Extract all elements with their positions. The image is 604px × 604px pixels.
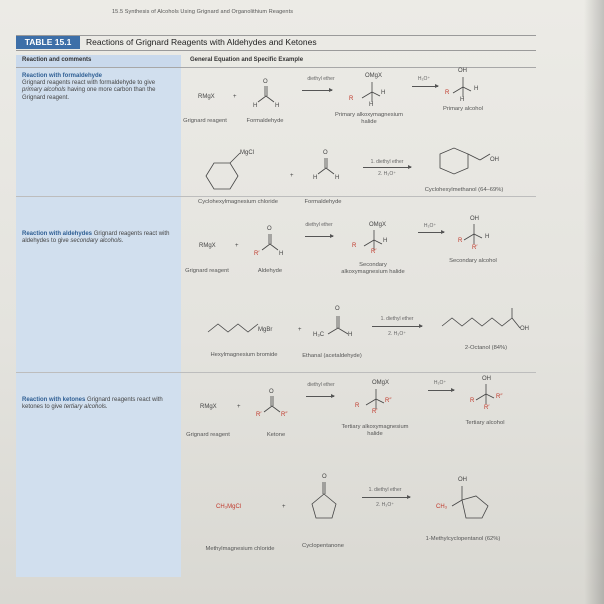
carbonyl-label: Ketone [266,432,286,438]
condition-acid: H₃O⁺ [433,380,447,386]
hydrogen-atom: H [313,175,318,181]
oh-label: OH [458,477,467,483]
oh-label: OH [458,68,467,74]
reagent-name-label: Cyclohexylmagnesium chloride [198,199,278,205]
oh-label: OH [482,376,491,382]
table-title: Reactions of Grignard Reagents with Aldehydes and Ketones [86,37,317,47]
oh-label: OH [520,326,529,332]
reagent-name-label: Hexylmagnesium bromide [210,352,278,358]
hydrogen-atom: H [348,332,353,338]
plus-sign: + [233,94,237,100]
omgx-label: OMgX [365,73,383,79]
hydrogen-atom: H [275,103,280,109]
hydrogen-atom: H [279,251,284,257]
oxygen-atom: O [263,79,268,85]
product-label: Primary alcohol [443,106,483,112]
r-group: R [355,403,360,409]
condition-diethyl-ether: diethyl ether [307,76,335,82]
carbonyl-name-label: Cyclopentanone [302,543,344,549]
r-prime-group: R′ [472,245,478,251]
hydrogen-atom: H [460,97,465,103]
r-prime-group: R′ [256,412,262,418]
2-octanol-structure [440,306,530,336]
intermediate-label: Tertiary alkoxymagnesium halide [341,424,409,437]
ethanal-structure [318,314,358,344]
row-heading: Reaction with formaldehyde [22,73,103,79]
row-divider [16,372,536,373]
product-name-label: Cyclohexylmethanol (64–69%) [424,187,504,193]
carbonyl-name-label: Ethanal (acetaldehyde) [302,353,362,359]
row-divider [16,196,536,197]
row-comment-ketones: Reaction with ketones Grignard reagents react with ketones to give tertiary alcohols. [22,397,163,411]
omgx-label: OMgX [372,380,390,386]
r-group: R [470,398,475,404]
comments-column-shading [16,67,181,577]
column-header-equations: General Equation and Specific Example [190,57,304,63]
condition-step-2: 2. H₃O⁺ [376,502,394,508]
cyclohexyl-ring-structure [204,160,244,196]
condition-acid: H₃O⁺ [423,223,437,229]
grignard-reagent-formula: RMgX [198,94,215,100]
cyclohexylmethanol-structure [432,148,502,184]
reaction-arrow [305,236,333,237]
plus-sign: + [290,173,294,179]
carbonyl-name-label: Formaldehyde [304,199,342,205]
reaction-arrow [428,390,454,391]
oxygen-atom: O [269,389,274,395]
primary-alcohol-structure [445,75,485,105]
reaction-arrow [362,497,410,498]
mgcl-label: MgCl [240,150,255,156]
condition-acid: H₃O⁺ [417,76,431,82]
reagent-name-label: Methylmagnesium chloride [205,546,275,552]
condition-step-2: 2. H₃O⁺ [378,171,396,177]
row-heading: Reaction with ketones [22,397,86,403]
grignard-reagent-label: Grignard reagent [186,432,230,438]
row-comment-formaldehyde: Reaction with formaldehyde Grignard reagents react with formaldehyde to give primary alcohols having one more carbon than the Grignard reagent. [22,73,172,102]
hydrogen-atom: H [369,102,374,108]
plus-sign: + [235,243,239,249]
plus-sign: + [298,327,302,333]
reaction-arrow [418,232,444,233]
omgx-label: OMgX [369,222,387,228]
reaction-arrow [306,396,334,397]
reaction-arrow [363,167,411,168]
r-prime-group: R′ [254,251,260,257]
hydrogen-atom: H [383,238,388,244]
grignard-reagent-formula: RMgX [200,404,217,410]
hydrogen-atom: H [381,90,386,96]
hydrogen-atom: H [253,103,258,109]
product-name-label: 1-Methylcyclopentanol (62%) [425,536,501,542]
1-methylcyclopentanol-structure [444,486,504,526]
methyl-group: H₃C [313,332,325,338]
oxygen-atom: O [335,306,340,312]
plus-sign: + [282,504,286,510]
grignard-reagent-label: Grignard reagent [183,118,227,124]
r-group: R [458,238,463,244]
condition-step-1: 1. diethyl ether [380,316,414,322]
grignard-reagent-formula: RMgX [199,243,216,249]
product-name-label: 2-Octanol (84%) [464,345,508,351]
page-edge-shadow [584,0,604,604]
reaction-arrow [412,86,438,87]
reaction-arrow [372,326,422,327]
row-heading: Reaction with aldehydes [22,231,93,237]
condition-diethyl-ether: diethyl ether [307,382,335,388]
column-header-comments: Reaction and comments [22,57,92,63]
oxygen-atom: O [323,150,328,156]
oh-label: OH [490,157,499,163]
r-prime-group: R′ [484,405,490,411]
r-double-prime-group: R″ [385,398,392,404]
r-group: R [349,96,354,102]
oxygen-atom: O [322,474,327,480]
r-double-prime-group: R″ [281,412,288,418]
condition-step-1: 1. diethyl ether [370,159,404,165]
product-label: Secondary alcohol [449,258,497,264]
row-comment-aldehydes: Reaction with aldehydes Grignard reagents react with aldehydes to give secondary alcohols. [22,231,170,245]
plus-sign: + [237,404,241,410]
r-group: R [352,243,357,249]
r-prime-group: R′ [371,249,377,255]
condition-step-1: 1. diethyl ether [368,487,402,493]
hydrogen-atom: H [474,86,479,92]
intermediate-label: Primary alkoxymagnesium halide [335,112,403,125]
r-group: R [445,90,450,96]
reaction-arrow [302,90,332,91]
carbonyl-label: Formaldehyde [246,118,284,124]
carbonyl-label: Aldehyde [257,268,283,274]
condition-diethyl-ether: diethyl ether [305,222,333,228]
mgbr-label: MgBr [258,327,273,333]
grignard-reagent-label: Grignard reagent [185,268,229,274]
cyclopentanone-structure [306,478,340,528]
table-number-tag: TABLE 15.1 [16,36,80,49]
intermediate-label: Secondary alkoxymagnesium halide [341,262,405,275]
condition-step-2: 2. H₃O⁺ [388,331,406,337]
hydrogen-atom: H [485,234,490,240]
r-double-prime-group: R″ [496,394,503,400]
hydrogen-atom: H [335,175,340,181]
product-label: Tertiary alcohol [465,420,505,426]
methylmagnesium-chloride-formula: CH₃MgCl [216,504,242,510]
oxygen-atom: O [267,226,272,232]
r-prime-group: R′ [372,409,378,415]
oh-label: OH [470,216,479,222]
methyl-label: CH₃ [436,504,448,510]
running-header: 15.5 Synthesis of Alcohols Using Grignard and Organolithium Reagents [112,9,294,15]
